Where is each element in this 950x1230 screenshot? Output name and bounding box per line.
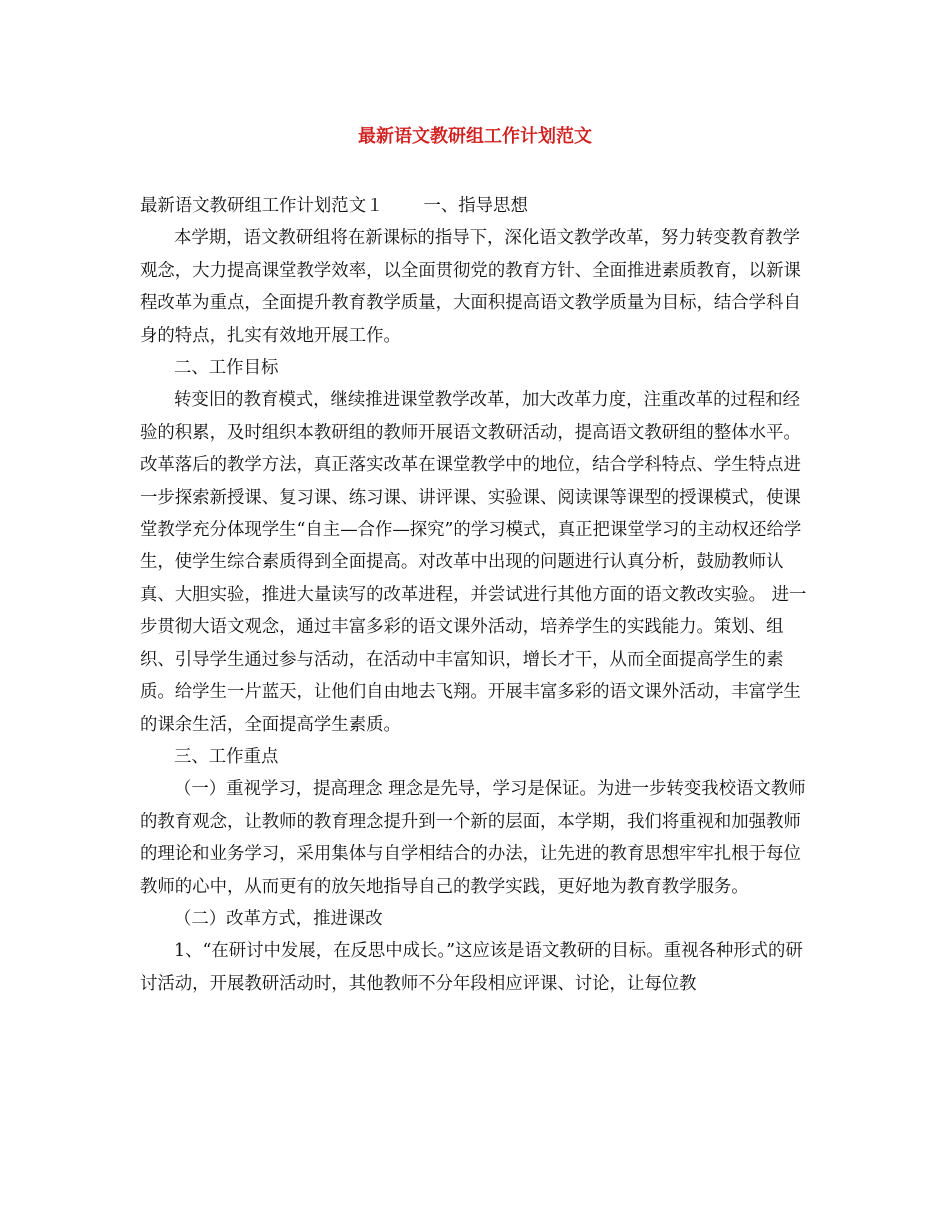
document-body xyxy=(140,190,812,1000)
paragraph-reform-1: 1、“在研讨中发展，在反思中成长。”这应该是语文教研的目标。重视各种形式的研讨活动，开展教研活动时，其他教师不分年段相应评课、讨论，让每位教 xyxy=(140,941,803,994)
section-heading-focus: 三、工作重点 xyxy=(174,746,279,767)
paragraph-guiding-thought: 本学期，语文教研组将在新课标的指导下，深化语文教学改革，努力转变教育教学观念，大力提高课堂教学效率，以全面贯彻党的教育方针、全面推进素质教育，以新课程改革为重点，全面提升教育教学质量，大面积提高语文教学质量为目标，结合学科自身的特点，扎实有效地开展工作。 xyxy=(140,228,801,346)
document-title: 最新语文教研组工作计划范文 xyxy=(358,126,592,147)
section-heading-goals: 二、工作目标 xyxy=(174,358,279,379)
paragraph-focus-learning: （一）重视学习，提高理念 理念是先导，学习是保证。为进一步转变我校语文教师的教育观念，让教师的教育理念提升到一个新的层面，本学期，我们将重视和加强教师的理论和业务学习，采用集体与自学相结合的办法，让先进的教育思想牢牢扎根于每位教师的心中，从而更有的放矢地指导自己的教学实践，更好地为教育教学服务。 xyxy=(140,779,806,897)
plan-title-inline: 最新语文教研组工作计划范文１ xyxy=(140,196,384,216)
subheading-reform: （二）改革方式，推进课改 xyxy=(174,908,383,929)
heading-line xyxy=(140,190,812,222)
section-heading-guiding-thought: 一、指导思想 xyxy=(423,196,528,216)
paragraph-goals: 转变旧的教育模式，继续推进课堂教学改革，加大改革力度，注重改革的过程和经验的积累，及时组织本教研组的教师开展语文教研活动，提高语文教研组的整体水平。改革落后的教学方法，真正落实改革在课堂教学中的地位，结合学科特点、学生特点进一步探索新授课、复习课、练习课、讲评课、实验课、阅读课等课型的授课模式，使课堂教学充分体现学生“自主—合作—探究”的学习模式，真正把课堂学习的主动权还给学生，使学生综合素质得到全面提高。对改革中出现的问题进行认真分析，鼓励教师认真、大胆实验，推进大量读写的改革进程，并尝试进行其他方面的语文教改实验。 进一步贯彻大语文观念，通过丰富多彩的语文课外活动，培养学生的实践能力。策划、组织、引导学生通过参与活动，在活动中丰富知识，增长才干，从而全面提高学生的素质。给学生一片蓝天，让他们自由地去飞翔。开展丰富多彩的语文课外活动，丰富学生的课余生活，全面提高学生素质。 xyxy=(140,390,807,735)
